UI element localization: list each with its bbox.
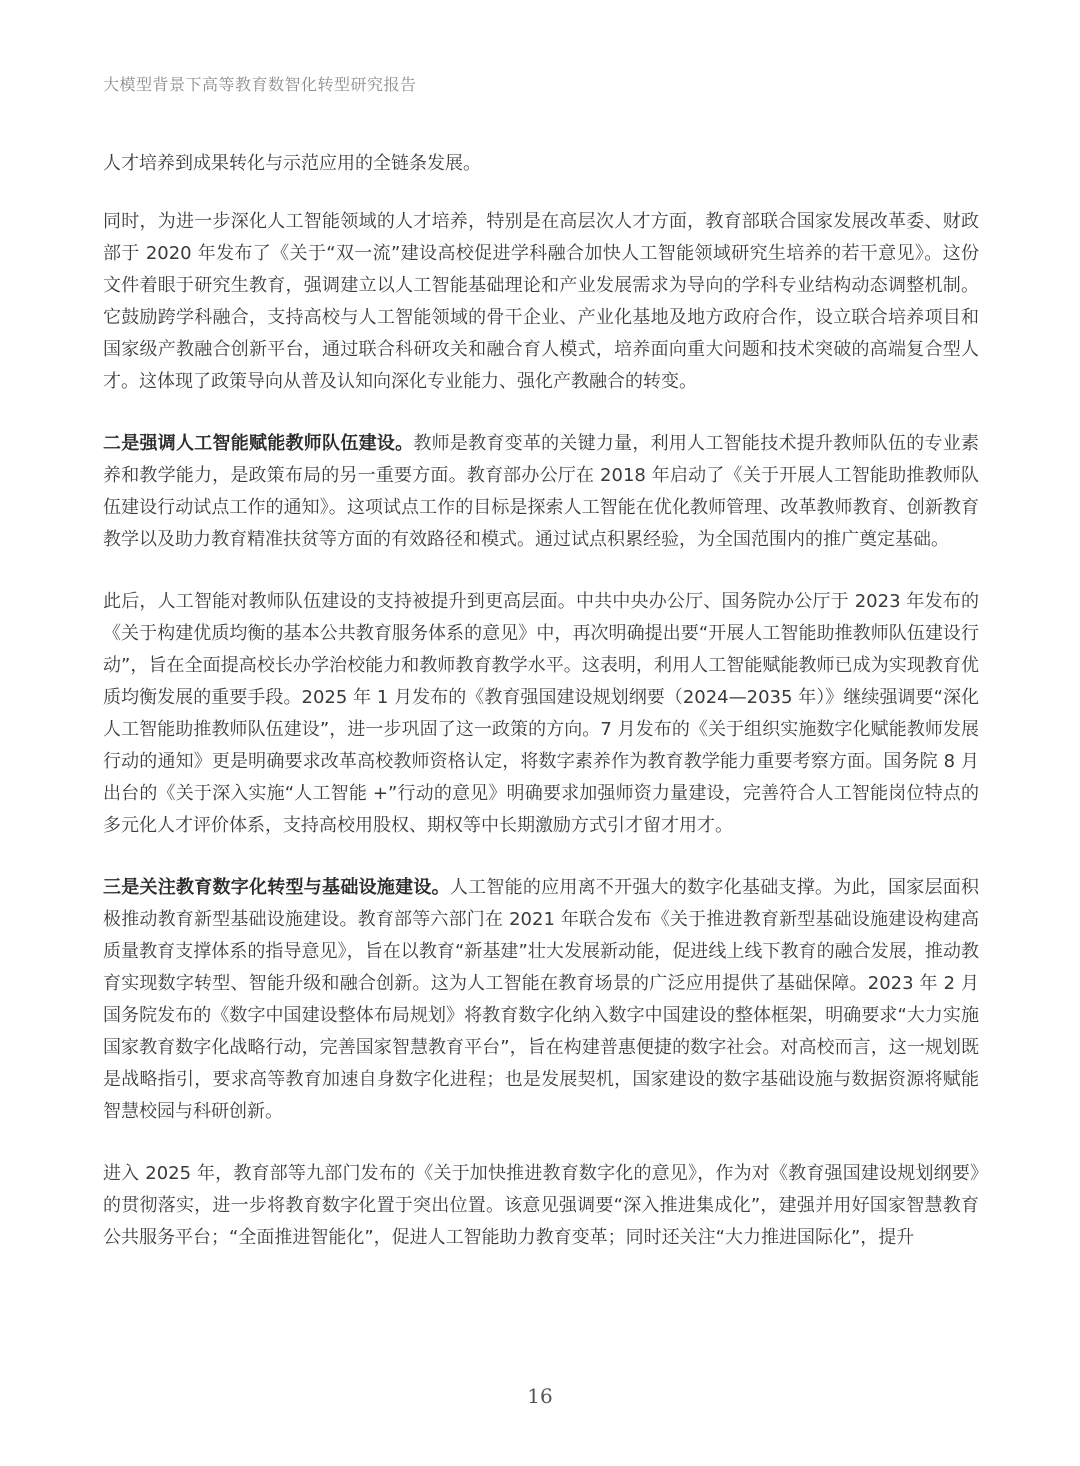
paragraph-text: 教师是教育变革的关键力量，利用人工智能技术提升教师队伍的专业素养和教学能力，是政策布局的另一重要方面。教育部办公厅在 2018 年启动了《关于开展人工智能助推教师队伍建设行动试点工作的通知》。这项试点工作的目标是探索人工智能在优化教师管理、改革教师教育、创新教育教学以及助力教育精准扶贫等方面的有效路径和模式。通过试点积累经验，为全国范围内的推广奠定基础。 [103, 433, 980, 550]
paragraph-text: 人工智能的应用离不开强大的数字化基础支撑。为此，国家层面积极推动教育新型基础设施建设。教育部等六部门在 2021 年联合发布《关于推进教育新型基础设施建设构建高质量教育支撑体系的指导意见》，旨在以教育“新基建”壮大发展新动能，促进线上线下教育的融合发展，推动教育实现数字转型、智能升级和融合创新。这为人工智能在教育场景的广泛应用提供了基础保障。2023 年 2 月国务院发布的《数字中国建设整体布局规划》将教育数字化纳入数字中国建设的整体框架，明确要求“大力实施国家教育数字化战略行动，完善国家智慧教育平台”，旨在构建普惠便捷的数字社会。对高校而言，这一规划既是战略指引，要求高等教育加速自身数字化进程；也是发展契机，国家建设的数字基础设施与数据资源将赋能智慧校园与科研创新。 [103, 877, 980, 1122]
paragraph [103, 206, 979, 398]
paragraph-lead: 三是关注教育数字化转型与基础设施建设。 [103, 877, 450, 898]
paragraph [103, 586, 979, 842]
paragraph-text: 人才培养到成果转化与示范应用的全链条发展。 [103, 153, 481, 174]
body-text [103, 148, 979, 1284]
paragraph [103, 148, 979, 180]
paragraph-lead: 二是强调人工智能赋能教师队伍建设。 [103, 433, 414, 454]
paragraph [103, 872, 979, 1128]
running-header: 大模型背景下高等教育数智化转型研究报告 [103, 75, 417, 94]
paragraph [103, 1158, 979, 1254]
paragraph-text: 此后，人工智能对教师队伍建设的支持被提升到更高层面。中共中央办公厅、国务院办公厅于 2023 年发布的《关于构建优质均衡的基本公共教育服务体系的意见》中，再次明确提出要“开展人工智能助推教师队伍建设行动”，旨在全面提高校长办学治校能力和教师教育教学水平。这表明，利用人工智能赋能教师已成为实现教育优质均衡发展的重要手段。2025 年 1 月发布的《教育强国建设规划纲要（2024—2035 年）》继续强调要“深化人工智能助推教师队伍建设”，进一步巩固了这一政策的方向。7 月发布的《关于组织实施数字化赋能教师发展行动的通知》更是明确要求改革高校教师资格认定，将数字素养作为教育教学能力重要考察方面。国务院 8 月出台的《关于深入实施“人工智能 +”行动的意见》明确要求加强师资力量建设，完善符合人工智能岗位特点的多元化人才评价体系，支持高校用股权、期权等中长期激励方式引才留才用才。 [103, 591, 979, 836]
paragraph-text: 同时，为进一步深化人工智能领域的人才培养，特别是在高层次人才方面，教育部联合国家发展改革委、财政部于 2020 年发布了《关于“双一流”建设高校促进学科融合加快人工智能领域研究生培养的若干意见》。这份文件着眼于研究生教育，强调建立以人工智能基础理论和产业发展需求为导向的学科专业结构动态调整机制。它鼓励跨学科融合，支持高校与人工智能领域的骨干企业、产业化基地及地方政府合作，设立联合培养项目和国家级产教融合创新平台，通过联合科研攻关和融合育人模式，培养面向重大问题和技术突破的高端复合型人才。这体现了政策导向从普及认知向深化专业能力、强化产教融合的转变。 [103, 211, 979, 392]
page-number: 16 [527, 1384, 553, 1408]
paragraph-text: 进入 2025 年，教育部等九部门发布的《关于加快推进教育数字化的意见》，作为对《教育强国建设规划纲要》的贯彻落实，进一步将教育数字化置于突出位置。该意见强调要“深入推进集成化”，建强并用好国家智慧教育公共服务平台；“全面推进智能化”，促进人工智能助力教育变革；同时还关注“大力推进国际化”，提升 [103, 1163, 979, 1248]
paragraph [103, 428, 979, 556]
